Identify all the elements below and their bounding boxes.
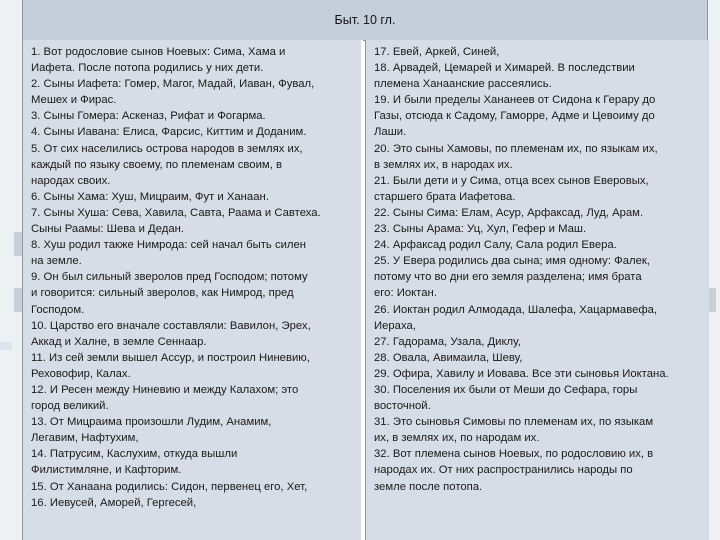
verse-line: 26. Иоктан родил Алмодада, Шалефа, Хацармавефа, xyxy=(374,303,658,316)
verse-line: Газы, отсюда к Садому, Гаморре, Адме и Цевоиму до xyxy=(374,110,655,123)
verse-line: в землях их, в народах их. xyxy=(374,158,513,171)
verse-line: 5. От сих населились острова народов в землях их, xyxy=(31,142,303,155)
verse-line: Реховофир, Калах. xyxy=(31,367,131,380)
verse-line: 16. Иевусей, Аморей, Гергесей, xyxy=(31,496,197,509)
verse-line: 13. От Мицраима произошли Лудим, Анамим, xyxy=(31,416,272,429)
right-frame-margin xyxy=(708,0,720,540)
verse-line: 20. Это сыны Хамовы, по племенам их, по языкам их, xyxy=(374,142,658,155)
verse-line: Сыны Раамы: Шева и Дедан. xyxy=(31,223,184,236)
verse-line: племена Ханаанские рассеялись. xyxy=(374,78,552,91)
verse-line: народах их. От них распространились народы по xyxy=(374,464,633,477)
verse-line: Иераха, xyxy=(374,319,416,332)
verse-line: Легавим, Нафтухим, xyxy=(31,432,139,445)
verse-line: потому что во дни его земля разделена; имя брата xyxy=(374,271,642,284)
verse-line: 6. Сыны Хама: Хуш, Мицраим, Фут и Ханаан. xyxy=(31,190,269,203)
verse-line: 27. Гадорама, Узала, Диклу, xyxy=(374,335,521,348)
verse-line: 32. Вот племена сынов Ноевых, по родословию их, в xyxy=(374,448,654,461)
verse-line: 2. Сыны Иафета: Гомер, Магог, Мадай, Иаван, Фувал, xyxy=(31,78,315,91)
decorative-block xyxy=(14,232,22,256)
verse-line: 3. Сыны Гомера: Аскеназ, Рифат и Фогарма. xyxy=(31,110,266,123)
verse-line: 14. Патрусим, Каслухим, откуда вышли xyxy=(31,448,238,461)
verse-line: 17. Евей, Аркей, Синей, xyxy=(374,46,500,58)
verse-line: город великий. xyxy=(31,400,109,413)
verse-line: Лаши. xyxy=(374,126,407,139)
verse-line: их, в землях их, по народам их. xyxy=(374,432,540,445)
verse-line: на земле. xyxy=(31,255,82,268)
verse-line: земле после потопа. xyxy=(374,480,483,493)
verse-line: 18. Арвадей, Цемарей и Химарей. В последствии xyxy=(374,62,635,75)
table-header xyxy=(23,0,707,41)
verse-line: 28. Овала, Авимаила, Шеву, xyxy=(374,351,523,364)
verse-line: 30. Поселения их были от Меши до Сефара, горы xyxy=(374,383,638,396)
verse-line: 4. Сыны Иавана: Елиса, Фарсис, Киттим и Доданим. xyxy=(31,126,307,139)
verse-line: 19. И были пределы Хананеев от Сидона к Герару до xyxy=(374,94,656,107)
verse-line: 24. Арфаксад родил Салу, Сала родил Евера. xyxy=(374,239,617,252)
verse-line: 23. Сыны Арама: Уц, Хул, Гефер и Маш. xyxy=(374,223,587,236)
verse-line: 29. Офира, Хавилу и Иовава. Все эти сыновья Иоктана. xyxy=(374,367,669,380)
verse-line: 21. Были дети и у Сима, отца всех сынов Еверовых, xyxy=(374,174,649,187)
verse-line: 15. От Ханаана родились: Сидон, первенец его, Хет, xyxy=(31,480,308,493)
verse-line: 31. Это сыновья Симовы по племенам их, по языкам xyxy=(374,416,654,429)
right-column xyxy=(365,40,709,540)
left-column xyxy=(23,40,363,540)
left-frame-margin xyxy=(0,0,22,540)
verse-line: 22. Сыны Сима: Елам, Асур, Арфаксад, Луд, Арам. xyxy=(374,206,644,219)
verse-line: Мешех и Фирас. xyxy=(31,94,117,107)
verse-line: Господом. xyxy=(31,303,85,316)
verse-line: 11. Из сей земли вышел Ассур, и построил Ниневию, xyxy=(31,351,310,364)
verse-line: каждый по языку своему, по племенам своим, в xyxy=(31,158,282,171)
verse-line: Филистимляне, и Кафторим. xyxy=(31,464,182,477)
decorative-block xyxy=(0,342,12,350)
decorative-block xyxy=(14,288,22,312)
verse-line: старшего брата Иафетова. xyxy=(374,190,516,203)
verse-line: 9. Он был сильный зверолов пред Господом; потому xyxy=(31,271,308,284)
verse-line: 7. Сыны Хуша: Сева, Хавила, Савта, Раама и Савтеха. xyxy=(31,206,321,219)
verse-line: его: Иоктан. xyxy=(374,287,437,300)
verse-line: и говорится: сильный зверолов, как Нимрод, пред xyxy=(31,287,294,300)
verses-table xyxy=(22,0,708,540)
verse-line: Аккад и Халне, в земле Сеннаар. xyxy=(31,335,207,348)
verse-line: 25. У Евера родились два сына; имя одному: Фалек, xyxy=(374,255,650,268)
verse-line: восточной. xyxy=(374,400,431,413)
chapter-title: Быт. 10 гл. xyxy=(334,13,396,27)
decorative-block xyxy=(708,288,716,312)
verse-line: Иафета. После потопа родились у них дети. xyxy=(31,62,264,75)
verse-line: 12. И Ресен между Ниневию и между Калахом; это xyxy=(31,383,299,396)
verse-line: народах своих. xyxy=(31,174,111,187)
verse-line: 1. Вот родословие сынов Ноевых: Сима, Хама и xyxy=(31,46,286,58)
verse-line: 8. Хуш родил также Нимрода: сей начал быть силен xyxy=(31,239,307,252)
verse-line: 10. Царство его вначале составляли: Вавилон, Эрех, xyxy=(31,319,311,332)
